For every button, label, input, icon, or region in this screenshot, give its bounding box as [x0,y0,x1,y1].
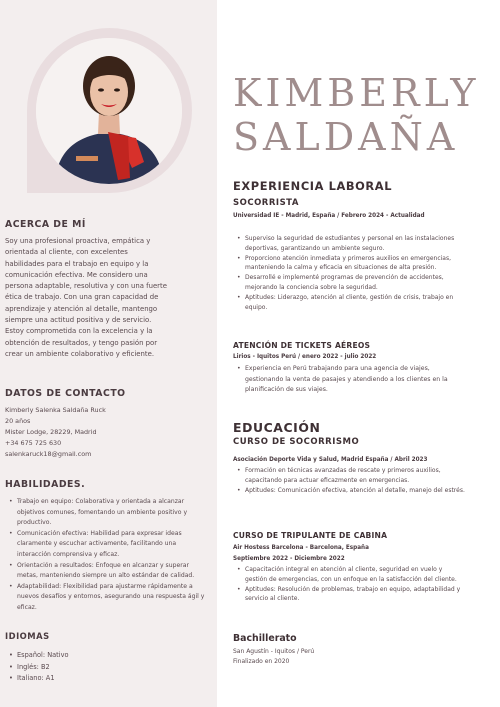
duty-item: • Desarrollé e implementé programas de prevención de accidentes, mejorando la conciencia sobre la seguridad. [233,273,465,293]
contact-phone: +34 675 725 630 [5,439,62,447]
course-item: • Aptitudes: Resolución de problemas, trabajo en equipo, adaptabilidad y servicio al cliente. [233,585,465,605]
contact-address: Mister Lodge, 28229, Madrid [5,428,97,436]
profile-photo-illustration [36,38,182,184]
school-year: Finalizado en 2020 [233,658,290,666]
school-location: San Agustín - Iquitos / Perú [233,648,315,655]
language-item: • Español: Nativo [5,650,210,662]
contact-title: DATOS DE CONTACTO [5,388,126,399]
experience-title: EXPERIENCIA LABORAL [233,179,393,193]
skill-item: • Orientación a resultados: Enfoque en alcanzar y superar metas, manteniendo siempre un alto estándar de calidad. [5,561,210,582]
job-role: SOCORRISTA [233,198,299,208]
language-item: • Italiano: A1 [5,673,210,685]
duty-item: • Experiencia en Perú trabajando para una agencia de viajes, gestionando la venta de pasajes y atendiendo a los clientes en la planificación de sus viajes. [233,364,465,396]
course-item: • Capacitación integral en atención al cliente, seguridad en vuelo y gestión de emergencias, con un enfoque en la satisfacción del cliente. [233,565,465,585]
course-dates: Septiembre 2022 - Diciembre 2022 [233,556,345,562]
name-first: KIMBERLY [233,71,480,115]
about-text: Soy una profesional proactiva, empática y orientada al cliente, con excelentes habilidades para el trabajo en equipo y la comunicación efectiva. Me considero una persona adaptable, resolutiva y con una fuerte ética de trabajo. Con una gran capacidad de aprendizaje y atención al detalle, mantengo siempre una actitud positiva y de servicio. Estoy comprometida con la excelencia y la obtención de resultados, y tengo pasión por crear un ambiente colaborativo y eficiente. [5,237,167,358]
name-last: SALDAÑA [233,115,459,159]
school-name: Bachillerato [233,633,297,644]
education-title: EDUCACIÓN [233,420,321,435]
duty-item: • Proporciono atención inmediata y primeros auxilios en emergencias, manteniendo la calma y eficacia en situaciones de alta presión. [233,254,465,274]
course-org: Asociación Deporte Vida y Salud, Madrid España / Abril 2023 [233,457,428,463]
skill-item: • Adaptabilidad: Flexibilidad para ajustarme rápidamente a nuevos desafíos y entornos, asegurando una respuesta ágil y eficaz. [5,582,210,614]
job-duties [233,234,465,312]
skills-title: HABILIDADES. [5,479,86,490]
skill-item: • Trabajo en equipo: Colaborativa y orientada a alcanzar objetivos comunes, fomentando un ambiente positivo y productivo. [5,497,210,529]
profile-photo [36,38,182,184]
contact-age: 20 años [5,417,31,425]
duty-item: • Aptitudes: Liderazgo, atención al cliente, gestión de crisis, trabajo en equipo. [233,293,465,313]
course-name: CURSO DE TRIPULANTE DE CABINA [233,531,388,540]
contact-name: Kimberly Salenka Saldaña Ruck [5,406,106,414]
contact-email[interactable]: salenkaruck18@gmail.com [5,450,92,458]
skills-list [5,497,210,614]
duty-item: • Superviso la seguridad de estudiantes y personal en las instalaciones deportivas, garantizando un ambiente seguro. [233,234,465,254]
course-name: CURSO DE SOCORRISMO [233,437,360,447]
job-duties [233,364,465,396]
school-details [233,647,314,668]
contact-details [5,405,210,460]
languages-title: IDIOMAS [5,631,50,641]
skill-item: • Comunicación efectiva: Habilidad para expresar ideas claramente y escuchar activamente, facilitando una interacción comprensiva y eficaz. [5,529,210,561]
job-role: ATENCIÓN DE TICKETS AÉREOS [233,341,371,350]
about-title: ACERCA DE MÍ [5,219,86,230]
course-details [233,565,465,604]
course-item: • Formación en técnicas avanzadas de rescate y primeros auxilios, capacitando para actuar eficazmente en emergencias. [233,466,465,486]
language-item: • Inglés: B2 [5,662,210,674]
languages-list [5,650,210,685]
job-org: Lirios - Iquitos Perú / enero 2022 - julio 2022 [233,354,377,360]
job-org: Universidad IE - Madrid, España / Febrero 2024 - Actualidad [233,213,425,219]
course-item: • Aptitudes: Comunicación efectiva, atención al detalle, manejo del estrés. [233,486,465,496]
course-org: Air Hostess Barcelona - Barcelona, España [233,545,369,551]
course-details [233,466,465,495]
